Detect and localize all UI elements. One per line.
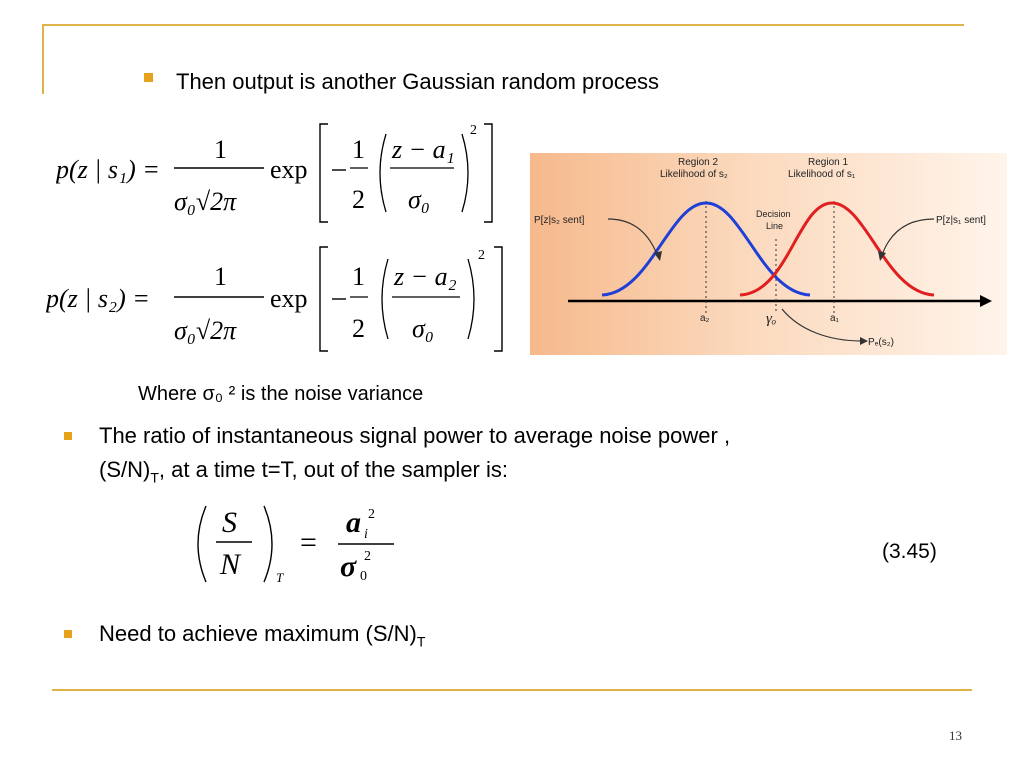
frame-top-line — [42, 24, 964, 26]
frame-bottom-line — [52, 689, 972, 691]
eq1-inner-den-left: 2 — [352, 185, 365, 214]
sn-subscript: T — [150, 469, 159, 486]
eq2-num: 1 — [214, 262, 227, 291]
bullet-1-text: Then output is another Gaussian random process — [176, 69, 660, 94]
sn-text: (S/N) — [99, 457, 151, 482]
eq2-inner-den-left: 2 — [352, 314, 365, 343]
eq3-den: σ — [340, 550, 357, 583]
eq1-power: 2 — [470, 123, 477, 138]
bullet-2-line-1: The ratio of instantaneous signal power to average noise power , — [99, 423, 731, 448]
eq3-sub-t: T — [276, 570, 284, 585]
bullet-3-subscript: T — [416, 633, 426, 650]
equation-1 — [56, 118, 506, 228]
bullet-2-rest: , at a time t=T, out of the sampler is: — [158, 457, 508, 482]
region1-title: Region 1 — [808, 157, 849, 168]
eq3-equals: = — [300, 526, 317, 559]
bullet-3-main: Need to achieve maximum (S/N) — [99, 621, 417, 646]
eq3-n: N — [220, 548, 241, 581]
bullet-marker — [64, 432, 72, 440]
eq2-inner-den: σ₀ — [412, 314, 434, 343]
gamma-tick-label: γₒ — [766, 311, 777, 327]
eq1-den: σ₀√2π — [174, 187, 237, 216]
eq1-inner-num-left: 1 — [352, 135, 365, 164]
eq2-inner-num-left: 1 — [352, 262, 365, 291]
decision-label-1: Decision — [756, 209, 791, 219]
eq2-den: σ₀√2π — [174, 316, 237, 345]
pe-label: Pₑ(s₂) — [868, 337, 894, 348]
eq3-s: S — [222, 506, 237, 539]
eq1-inner-num: z − a₁ — [392, 135, 455, 164]
gaussian-figure — [530, 153, 1007, 355]
frame-left-line — [42, 24, 44, 94]
eq2-exp: exp — [270, 284, 308, 313]
eq3-den-sub: 0 — [360, 569, 367, 584]
right-pdf-label: P[z|s₁ sent] — [936, 215, 986, 226]
eq2-lhs: p(z | s₂) = — [46, 284, 150, 313]
a1-tick-label: a₁ — [830, 313, 839, 324]
eq3-num-sub: i — [364, 527, 368, 542]
eq3-den-sup: 2 — [364, 549, 371, 564]
decision-label-2: Line — [766, 221, 784, 231]
eq3-num: a — [346, 506, 361, 539]
region2-title: Region 2 — [678, 157, 719, 168]
a2-tick-label: a₂ — [700, 313, 710, 324]
equation-3-40 — [188, 500, 418, 590]
region1-sub: Likelihood of s₁ — [788, 169, 856, 180]
eq1-exp: exp — [270, 155, 308, 184]
page-number: 13 — [949, 728, 962, 743]
bullet-marker — [144, 73, 153, 82]
bullet-2-line-2 — [99, 457, 508, 490]
left-pdf-label: P[z|s₂ sent] — [534, 215, 585, 226]
bullet-marker — [64, 630, 72, 638]
equation-number: (3.45) — [882, 540, 937, 563]
eq1-lhs: p(z | s₁) = — [56, 155, 160, 184]
region2-sub: Likelihood of s₂ — [660, 169, 728, 180]
eq3-num-sup: 2 — [368, 507, 375, 522]
bullet-3-text — [99, 621, 425, 654]
eq1-inner-den: σ₀ — [408, 185, 430, 214]
equation-2 — [46, 241, 516, 356]
eq2-inner-num: z − a₂ — [394, 262, 457, 291]
eq1-num: 1 — [214, 135, 227, 164]
where-text: Where σ₀ ² is the noise variance — [138, 383, 424, 405]
eq2-power: 2 — [478, 248, 485, 263]
